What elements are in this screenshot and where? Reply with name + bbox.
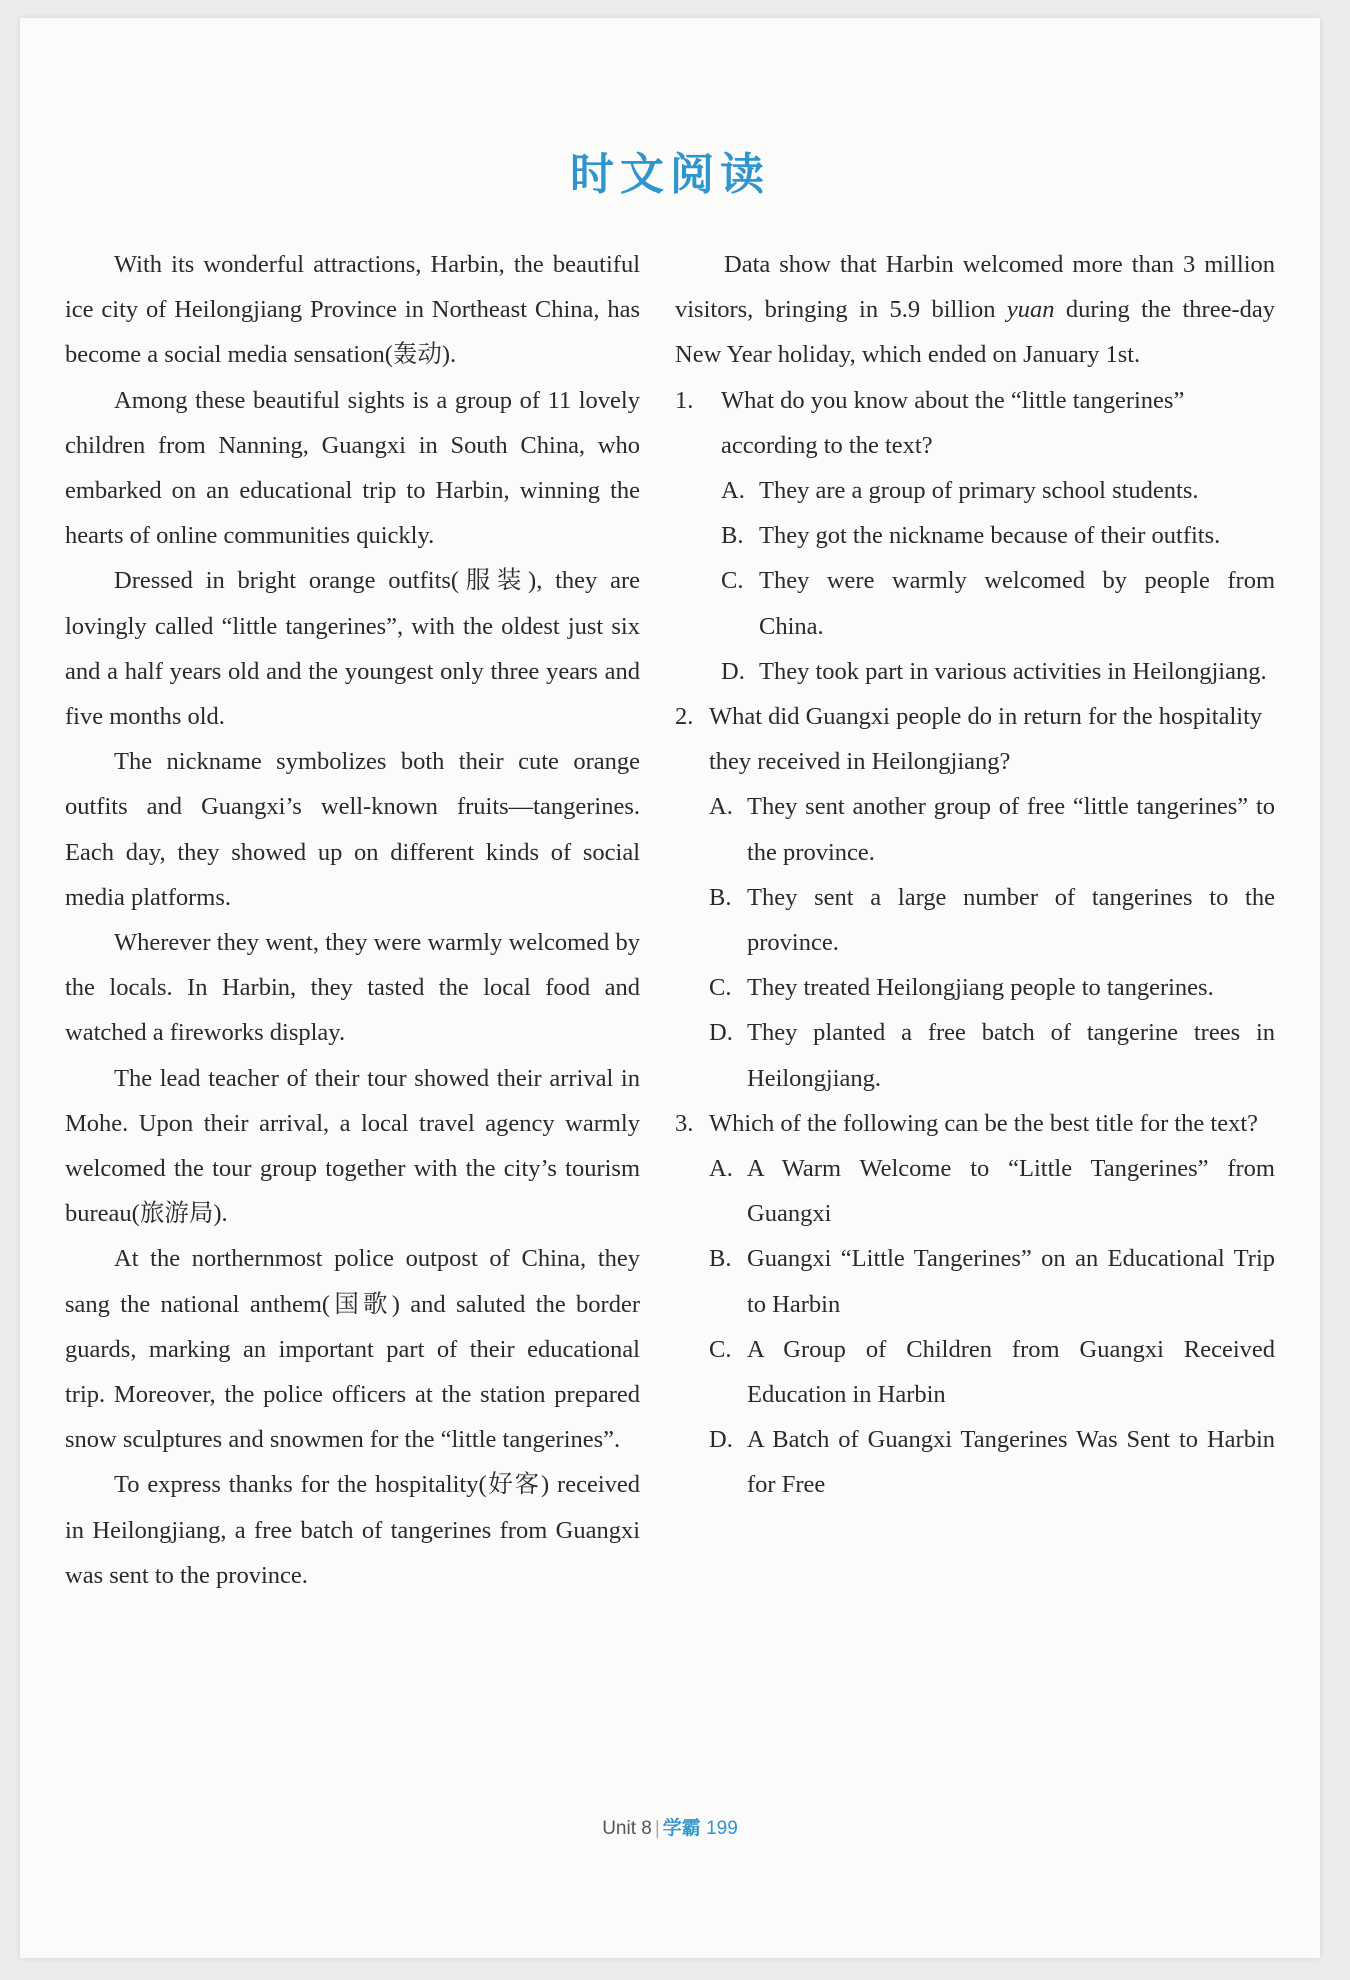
passage-paragraph: To express thanks for the hospitality(好客) received in Heilongjiang, a free batch of tangerines from Guangxi was sent to the province. (65, 1471, 640, 1589)
option-c (709, 965, 1275, 1010)
option-text: They took part in various activities in Heilongjiang. (759, 657, 1267, 685)
page-sheet (20, 18, 1320, 1958)
final-paragraph-text: Data show that Harbin welcomed more than 3 million visitors, bringing in 5.9 billion (675, 251, 1275, 324)
option-a (709, 1146, 1275, 1236)
questions-column (675, 242, 1275, 1508)
question-1 (675, 378, 1275, 694)
passage-column (65, 242, 640, 1598)
option-text: They treated Heilongjiang people to tangerines. (747, 974, 1214, 1002)
option-text: Guangxi “Little Tangerines” on an Educational Trip to Harbin (747, 1245, 1275, 1318)
option-d (721, 649, 1275, 694)
page-footer (20, 1813, 1320, 1840)
option-label: A. (709, 793, 733, 821)
option-d (709, 1010, 1275, 1100)
final-paragraph-text-end: during the three-day New Year holiday, which ended on January 1st. (675, 296, 1275, 369)
option-label: A. (721, 477, 745, 505)
question-2 (675, 694, 1275, 1101)
passage-paragraph-final (675, 242, 1275, 378)
passage-paragraph: Wherever they went, they were warmly welcomed by the locals. In Harbin, they tasted the local food and watched a fireworks display. (65, 929, 640, 1047)
option-c (721, 558, 1275, 648)
option-text: They are a group of primary school students. (759, 477, 1199, 505)
question-number: 2. (675, 703, 694, 731)
question-3 (675, 1101, 1275, 1508)
option-label: D. (721, 657, 745, 685)
option-b (721, 513, 1275, 558)
option-label: C. (709, 1335, 732, 1363)
passage-paragraph: The nickname symbolizes both their cute orange outfits and Guangxi’s well-known fruits—tangerines. Each day, they showed up on different kinds of social media platforms. (65, 748, 640, 911)
footer-divider: | (654, 1818, 660, 1839)
question-stem: What did Guangxi people do in return for the hospitality they received in Heilongjiang? (709, 703, 1263, 776)
passage-paragraph: With its wonderful attractions, Harbin, the beautiful ice city of Heilongjiang Province in Northeast China, has become a social media sensation(轰动). (65, 251, 640, 369)
page-title: 时文阅读 (570, 149, 770, 200)
page-number: 199 (706, 1818, 738, 1839)
question-number: 1. (675, 386, 694, 414)
option-text: A Group of Children from Guangxi Received Education in Harbin (747, 1335, 1275, 1409)
option-d (709, 1417, 1275, 1507)
option-text: A Batch of Guangxi Tangerines Was Sent to Harbin for Free (747, 1426, 1275, 1499)
question-stem: Which of the following can be the best title for the text? (709, 1109, 1259, 1137)
option-label: C. (709, 974, 732, 1002)
option-text: They sent a large number of tangerines to the province. (747, 883, 1275, 957)
option-a (721, 468, 1275, 513)
passage-paragraph: The lead teacher of their tour showed their arrival in Mohe. Upon their arrival, a local travel agency warmly welcomed the tour group together with the city’s tourism bureau(旅游局). (65, 1064, 640, 1228)
option-text: They were warmly welcomed by people from China. (759, 567, 1275, 640)
option-b (709, 1236, 1275, 1326)
final-paragraph-italic: yuan (1006, 296, 1055, 324)
passage-paragraph: Among these beautiful sights is a group of 11 lovely children from Nanning, Guangxi in South China, who embarked on an educational trip to Harbin, winning the hearts of online communities quickly. (65, 386, 640, 550)
option-label: D. (709, 1426, 733, 1454)
brand-label: 学霸 (662, 1817, 701, 1839)
question-stem: What do you know about the “little tangerines” according to the text? (721, 386, 1185, 459)
option-label: B. (721, 522, 744, 550)
question-number: 3. (675, 1109, 694, 1137)
option-text: A Warm Welcome to “Little Tangerines” from Guangxi (747, 1155, 1275, 1228)
option-label: D. (709, 1019, 733, 1047)
option-label: C. (721, 567, 744, 595)
option-label: B. (709, 883, 732, 911)
option-a (709, 784, 1275, 874)
unit-label: Unit 8 (602, 1818, 652, 1839)
option-c (709, 1327, 1275, 1417)
passage-paragraph: At the northernmost police outpost of China, they sang the national anthem(国歌) and saluted the border guards, marking an important part of their educational trip. Moreover, the police officers at the station prepared snow sculptures and snowmen for the “little tangerines”. (65, 1245, 640, 1454)
option-text: They sent another group of free “little tangerines” to the province. (747, 793, 1275, 866)
option-text: They got the nickname because of their outfits. (759, 522, 1221, 550)
option-label: B. (709, 1245, 732, 1273)
option-text: They planted a free batch of tangerine trees in Heilongjiang. (747, 1019, 1275, 1092)
passage-paragraph: Dressed in bright orange outfits(服装), they are lovingly called “little tangerines”, with the oldest just six and a half years old and the youngest only three years and five months old. (65, 567, 640, 731)
option-b (709, 875, 1275, 965)
option-label: A. (709, 1155, 733, 1183)
